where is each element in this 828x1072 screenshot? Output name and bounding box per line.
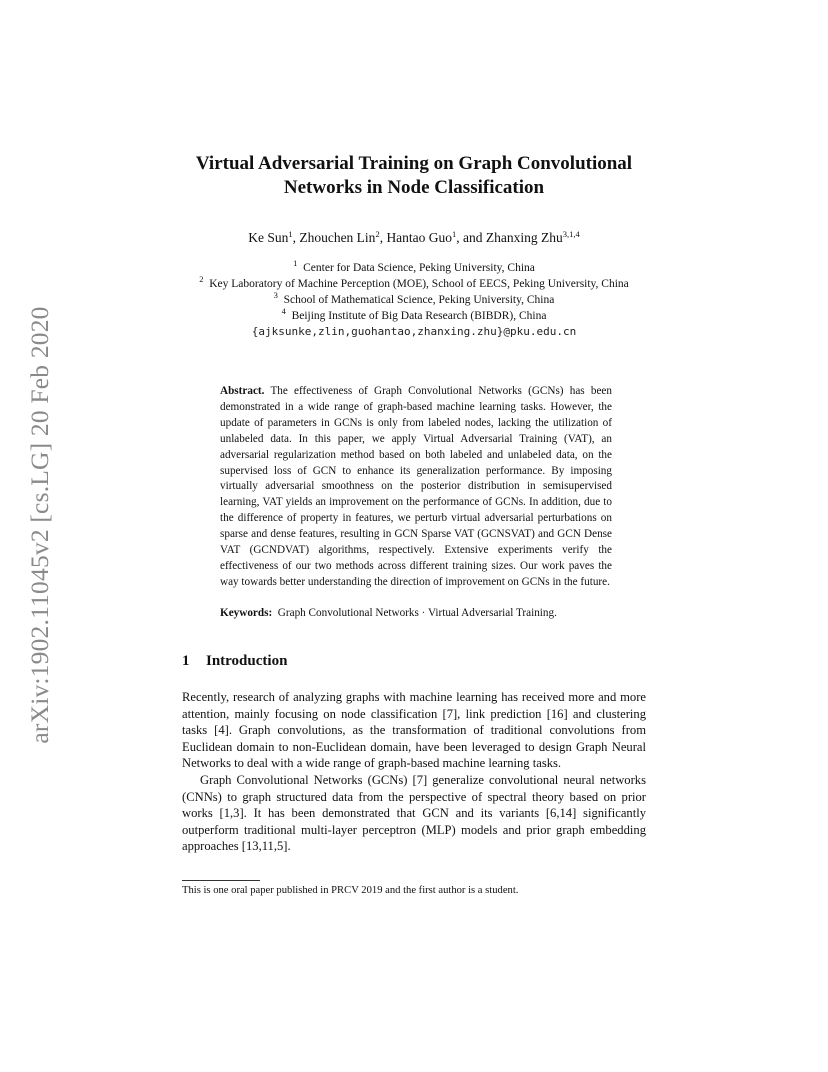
author-name: Zhouchen Lin [299, 230, 376, 245]
affiliation-text: Key Laboratory of Machine Perception (MOE), School of EECS, Peking University, China [209, 278, 629, 290]
paragraph: Recently, research of analyzing graphs with machine learning has received more and more attention, mainly focusing on node classification [7], link prediction [16] and clustering tasks [4]. Graph convolutions, as the transformation of traditional convolutions from Euclidean domain to non-Euclidean domain, have been leveraged to design Graph Neural Networks to deal with a wide range of graph-based machine learning tasks. [182, 690, 646, 771]
affiliations [150, 260, 678, 340]
keywords-text: Graph Convolutional Networks · Virtual Adversarial Training. [277, 607, 557, 619]
author-affiliation-mark: 3,1,4 [562, 229, 580, 239]
affiliation-text: School of Mathematical Science, Peking University, China [283, 294, 555, 306]
abstract-label: Abstract. [220, 385, 265, 397]
author-name: Hantao Guo [386, 230, 453, 245]
title-line-2: Networks in Node Classification [283, 177, 545, 198]
affiliation-mark: 1 [293, 258, 298, 268]
author-affiliation-mark: 1 [452, 229, 457, 239]
affiliation-mark: 2 [199, 274, 204, 284]
affiliation-line [150, 260, 678, 276]
arxiv-identifier [24, 290, 56, 760]
author-name: Zhanxing Zhu [485, 230, 563, 245]
affiliation-line [150, 308, 678, 324]
author-name: Ke Sun [248, 230, 289, 245]
author-list [150, 230, 678, 246]
footnote-rule [182, 880, 260, 881]
section-title: Introduction [206, 653, 288, 669]
affiliation-line [150, 276, 678, 292]
author-affiliation-mark: 2 [375, 229, 380, 239]
keywords-label: Keywords: [220, 607, 273, 619]
affiliation-mark: 3 [273, 290, 278, 300]
affiliation-text: Beijing Institute of Big Data Research (BIBDR), China [291, 310, 547, 322]
title-line-1: Virtual Adversarial Training on Graph Convolutional [195, 153, 633, 174]
section-number: 1 [182, 653, 190, 669]
keywords [220, 606, 612, 621]
abstract [220, 384, 612, 591]
footnote: This is one oral paper published in PRCV 2019 and the first author is a student. [182, 885, 519, 896]
author-separator: , [379, 230, 387, 245]
affiliation-text: Center for Data Science, Peking University, China [303, 262, 535, 274]
section-heading [182, 653, 287, 670]
paper-title [150, 152, 678, 200]
author-separator: , and [456, 230, 486, 245]
affiliation-line [150, 292, 678, 308]
introduction-body [182, 689, 646, 855]
author-affiliation-mark: 1 [288, 229, 293, 239]
affiliation-mark: 4 [281, 306, 286, 316]
author-email[interactable]: {ajksunke,zlin,guohantao,zhanxing.zhu}@pku.edu.cn [251, 325, 577, 338]
paragraph: Graph Convolutional Networks (GCNs) [7] generalize convolutional neural networks (CNNs) to graph structured data from the perspective of spectral theory based on prior works [1,3]. It has been demonstrated that GCN and its variants [6,14] significantly outperform traditional multi-layer perceptron (MLP) models and prior graph embedding approaches [13,11,5]. [182, 772, 646, 854]
arxiv-identifier-text: arXiv:1902.11045v2 [cs.LG] 20 Feb 2020 [25, 306, 54, 744]
author-separator: , [292, 230, 300, 245]
abstract-text: The effectiveness of Graph Convolutional Networks (GCNs) has been demonstrated in a wide range of graph-based machine learning tasks. However, the update of parameters in GCNs is only from labeled nodes, lacking the utilization of unlabeled data. In this paper, we apply Virtual Adversarial Training (VAT), an adversarial regularization method based on both labeled and unlabeled data, on the supervised loss of GCN to enhance its generalization performance. By imposing virtually adversarial smoothness on the posterior distribution in semisupervised learning, VAT yields an improvement on the performance of GCNs. In addition, due to the difference of property in features, we perturb virtual adversarial perturbations on sparse and dense features, resulting in GCN Sparse VAT (GCNSVAT) and GCN Dense VAT (GCNDVAT) algorithms, respectively. Extensive experiments verify the effectiveness of our two methods across different training sizes. Our work paves the way towards better understanding the direction of improvement on GCNs in the future. [220, 385, 612, 588]
